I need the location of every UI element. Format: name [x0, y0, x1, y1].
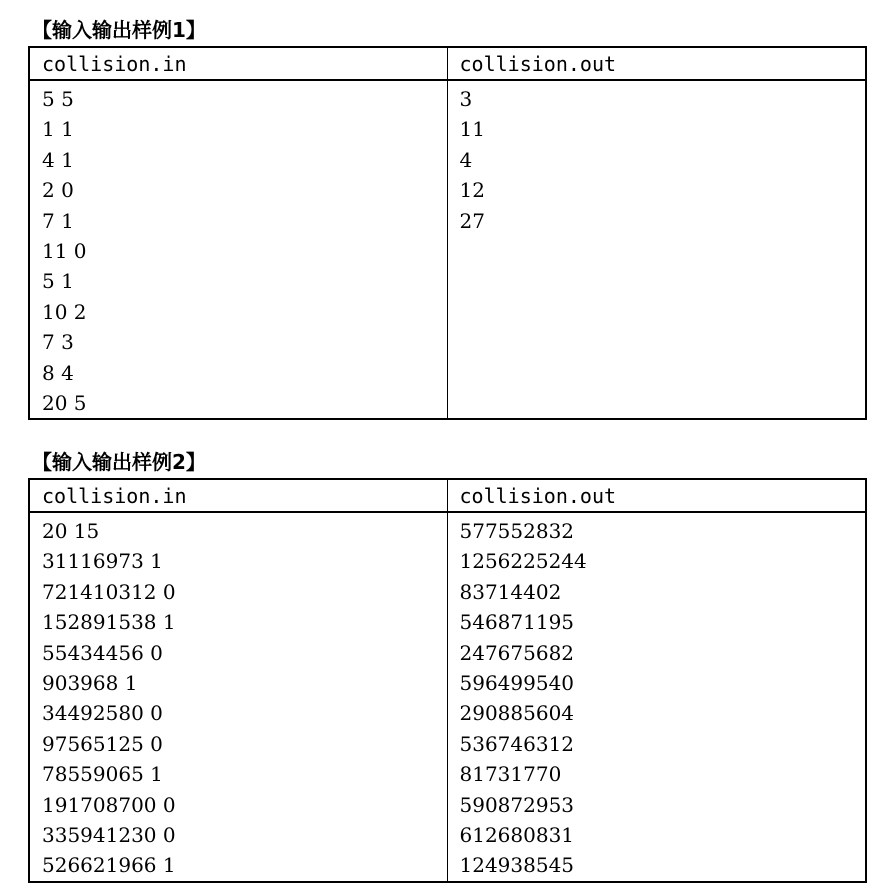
output-line: 83714402 — [459, 579, 562, 604]
input-line: 721410312 0 — [42, 579, 176, 604]
input-line: 55434456 0 — [42, 640, 163, 665]
table-body-row — [29, 512, 866, 882]
output-line: 546871195 — [459, 610, 575, 635]
output-line: 590872953 — [459, 792, 575, 817]
output-line: 612680831 — [459, 822, 575, 847]
sample-1-table — [28, 46, 867, 420]
input-line: 1 1 — [42, 117, 74, 142]
input-line: 7 3 — [42, 330, 74, 355]
input-line: 20 15 — [42, 519, 100, 543]
input-file-header: collision.in — [29, 479, 447, 512]
input-line: 7 1 — [42, 208, 74, 233]
output-line: 11 — [459, 117, 485, 142]
input-cell — [29, 512, 447, 882]
input-line: 5 1 — [42, 269, 74, 294]
output-line: 81731770 — [459, 762, 562, 787]
input-line: 10 2 — [42, 299, 87, 324]
output-line: 27 — [459, 208, 485, 233]
output-line: 4 — [459, 147, 473, 172]
output-line: 124938545 — [459, 853, 575, 878]
input-line: 5 5 — [42, 87, 74, 111]
output-cell — [447, 512, 866, 882]
output-line: 290885604 — [459, 701, 575, 726]
output-line: 12 — [459, 178, 485, 203]
output-file-header: collision.out — [447, 479, 866, 512]
output-line: 596499540 — [459, 670, 575, 695]
input-line: 11 0 — [42, 238, 87, 263]
output-line: 3 — [459, 87, 473, 111]
sample-1-title: 【输入输出样例1】 — [32, 18, 206, 42]
table-body-row — [29, 80, 866, 419]
output-line: 247675682 — [459, 640, 575, 665]
output-line: 577552832 — [459, 519, 575, 543]
table-header-row — [29, 47, 866, 80]
output-file-header: collision.out — [447, 47, 866, 80]
output-line: 1256225244 — [459, 549, 587, 574]
input-line: 526621966 1 — [42, 853, 176, 878]
input-line: 903968 1 — [42, 670, 138, 695]
output-cell — [447, 80, 866, 419]
input-cell — [29, 80, 447, 419]
input-line: 191708700 0 — [42, 792, 176, 817]
input-line: 335941230 0 — [42, 822, 176, 847]
input-line: 97565125 0 — [42, 731, 163, 756]
input-line: 78559065 1 — [42, 762, 163, 787]
sample-2-title: 【输入输出样例2】 — [32, 450, 206, 474]
input-file-header: collision.in — [29, 47, 447, 80]
input-line: 31116973 1 — [42, 549, 163, 574]
input-line: 8 4 — [42, 360, 74, 385]
input-line: 4 1 — [42, 147, 74, 172]
input-line: 34492580 0 — [42, 701, 163, 726]
table-header-row — [29, 479, 866, 512]
input-line: 20 5 — [42, 390, 87, 415]
input-line: 152891538 1 — [42, 610, 176, 635]
sample-2-table — [28, 478, 867, 883]
input-line: 2 0 — [42, 178, 74, 203]
output-line: 536746312 — [459, 731, 575, 756]
